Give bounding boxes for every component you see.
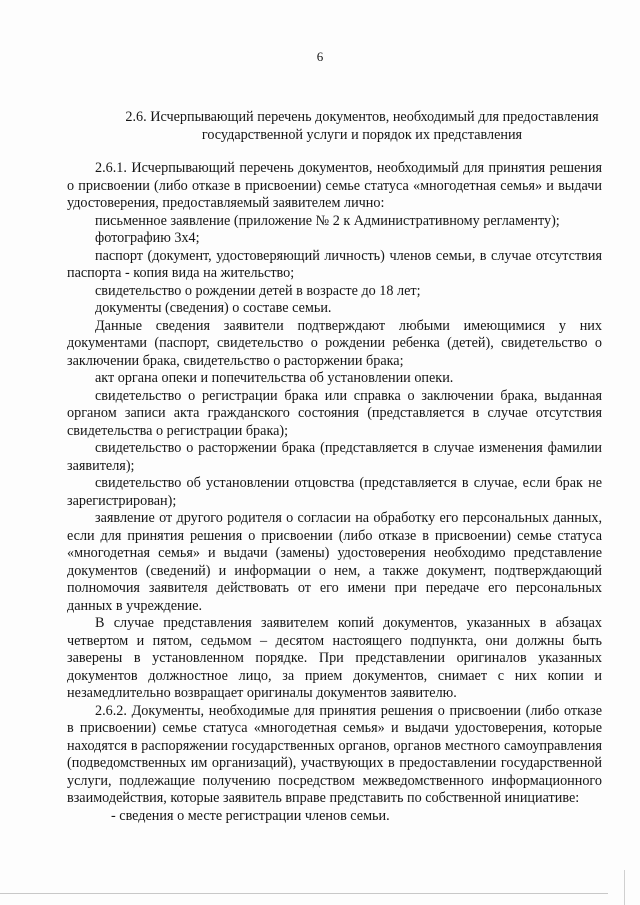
list-item: паспорт (документ, удостоверяющий личность) членов семьи, в случае отсутствия паспорта - копия вида на жительство; (67, 247, 602, 281)
list-item: свидетельство об установлении отцовства (представляется в случае, если брак не зарегистрирован); (67, 475, 602, 509)
paragraph-2-6-2: 2.6.2. Документы, необходимые для принятия решения о присвоении (либо отказе в присвоении) семье статуса «многодетная семья» и выдачи удостоверения, которые находятся в распоряжении государственных органов, органов местного самоуправления (подведомственных им организаций), участвующих в предоставлении государственной услуги, подлежащие получению посредством межведомственного информационного взаимодействия, которые заявитель вправе представить по собственной инициативе: (67, 702, 602, 806)
list-item: свидетельство о расторжении брака (представляется в случае изменения фамилии заявителя); (67, 440, 602, 474)
list-item: письменное заявление (приложение № 2 к Административному регламенту); (95, 212, 560, 229)
scan-edge-mark (624, 870, 625, 905)
list-item: свидетельство о регистрации брака или справка о заключении брака, выданная органом записи акта гражданского состояния (представляется в случае отсутствия свидетельства о регистрации брака); (67, 387, 602, 439)
paragraph: В случае представления заявителем копий документов, указанных в абзацах четвертом и пятом, седьмом – десятом настоящего подпункта, они должны быть заверены в установленном порядке. При представлении оригиналов указанных документов должностное лицо, за прием документов, снимает с них копии и незамедлительно возвращает оригиналы документов заявителю. (67, 615, 602, 701)
list-item: фотографию 3х4; (95, 230, 200, 246)
page-number: 6 (316, 49, 324, 64)
scan-edge-line (0, 893, 608, 894)
list-item: - сведения о месте регистрации членов семьи. (111, 807, 390, 824)
list-item: заявление от другого родителя о согласии на обработку его персональных данных, если для принятия решения о присвоении (либо отказе в присвоении) семье статуса «многодетная семья» и выдачи (замены) удостоверения необходимо представление документов (сведений) и информации о нем, а также документ, подтверждающий полномочия заявителя действовать от его имени при передаче его персональных данных в учреждение. (67, 510, 602, 614)
list-item: документы (сведения) о составе семьи. (95, 300, 332, 316)
paragraph-2-6-1: 2.6.1. Исчерпывающий перечень документов, необходимый для принятия решения о присвоении (либо отказе в присвоении) семье статуса «многодетная семья» и выдачи удостоверения, предоставляемый заявителем лично: (67, 160, 602, 211)
list-item: акт органа опеки и попечительства об установлении опеки. (95, 370, 454, 386)
list-item: свидетельство о рождении детей в возрасте до 18 лет; (95, 282, 421, 299)
document-body (67, 160, 602, 825)
section-heading: 2.6. Исчерпывающий перечень документов, необходимый для предоставления государственной услуги и порядок их представления (125, 109, 599, 143)
paragraph: Данные сведения заявители подтверждают любыми имеющимися у них документами (паспорт, свидетельство о рождении ребенка (детей), свидетельство о заключении брака, свидетельство о расторжении брака; (67, 317, 602, 369)
